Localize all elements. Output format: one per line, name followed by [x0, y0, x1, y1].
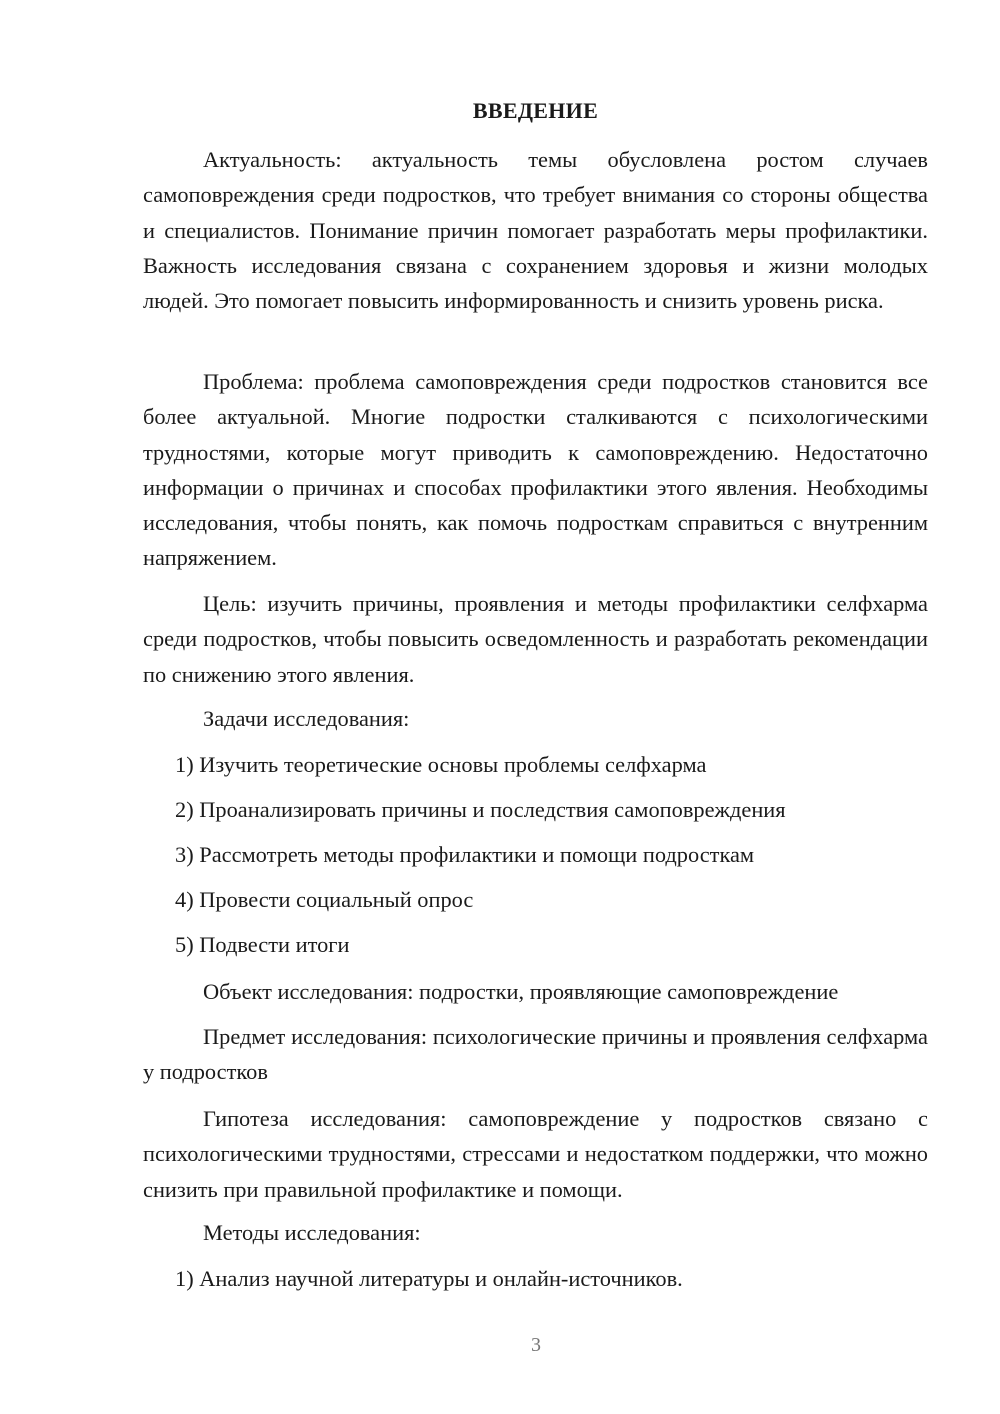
paragraph-problem: Проблема: проблема самоповреждения среди подростков становится все более актуальной. Многие подростки сталкиваются с психологическими трудностями, которые могут приводить к самоповреждению. Недостаточно информации о причинах и способах профилактики этого явления. Необходимы исследования, чтобы понять, как помочь подросткам справиться с внутренним напряжением.: [143, 369, 928, 571]
method-item-1: 1) Анализ научной литературы и онлайн-источников.: [175, 1266, 683, 1291]
paragraph-subject: Предмет исследования: психологические причины и проявления селфхарма у подростков: [143, 1024, 928, 1085]
methods-title: Методы исследования:: [203, 1220, 421, 1245]
paragraph-relevance: Актуальность: актуальность темы обусловлена ростом случаев самоповреждения среди подростков, что требует внимания со стороны общества и специалистов. Понимание причин помогает разработать меры профилактики. Важность исследования связана с сохранением здоровья и жизни молодых людей. Это помогает повысить информированность и снизить уровень риска.: [143, 147, 928, 314]
task-item-1: 1) Изучить теоретические основы проблемы селфхарма: [175, 752, 707, 777]
task-item-3: 3) Рассмотреть методы профилактики и помощи подросткам: [175, 842, 755, 867]
task-item-2: 2) Проанализировать причины и последствия самоповреждения: [175, 797, 786, 822]
page-number: 3: [531, 1334, 541, 1356]
paragraph-hypothesis: Гипотеза исследования: самоповреждение у подростков связано с психологическими трудностями, стрессами и недостатком поддержки, что можно снизить при правильной профилактике и помощи.: [143, 1106, 928, 1202]
paragraph-goal: Цель: изучить причины, проявления и методы профилактики селфхарма среди подростков, чтобы повысить осведомленность и разработать рекомендации по снижению этого явления.: [143, 591, 928, 687]
task-item-5: 5) Подвести итоги: [175, 932, 350, 957]
tasks-title: Задачи исследования:: [203, 706, 410, 731]
task-item-4: 4) Провести социальный опрос: [175, 887, 474, 912]
page-heading: ВВЕДЕНИЕ: [472, 98, 599, 123]
paragraph-object: Объект исследования: подростки, проявляющие самоповреждение: [203, 979, 839, 1004]
